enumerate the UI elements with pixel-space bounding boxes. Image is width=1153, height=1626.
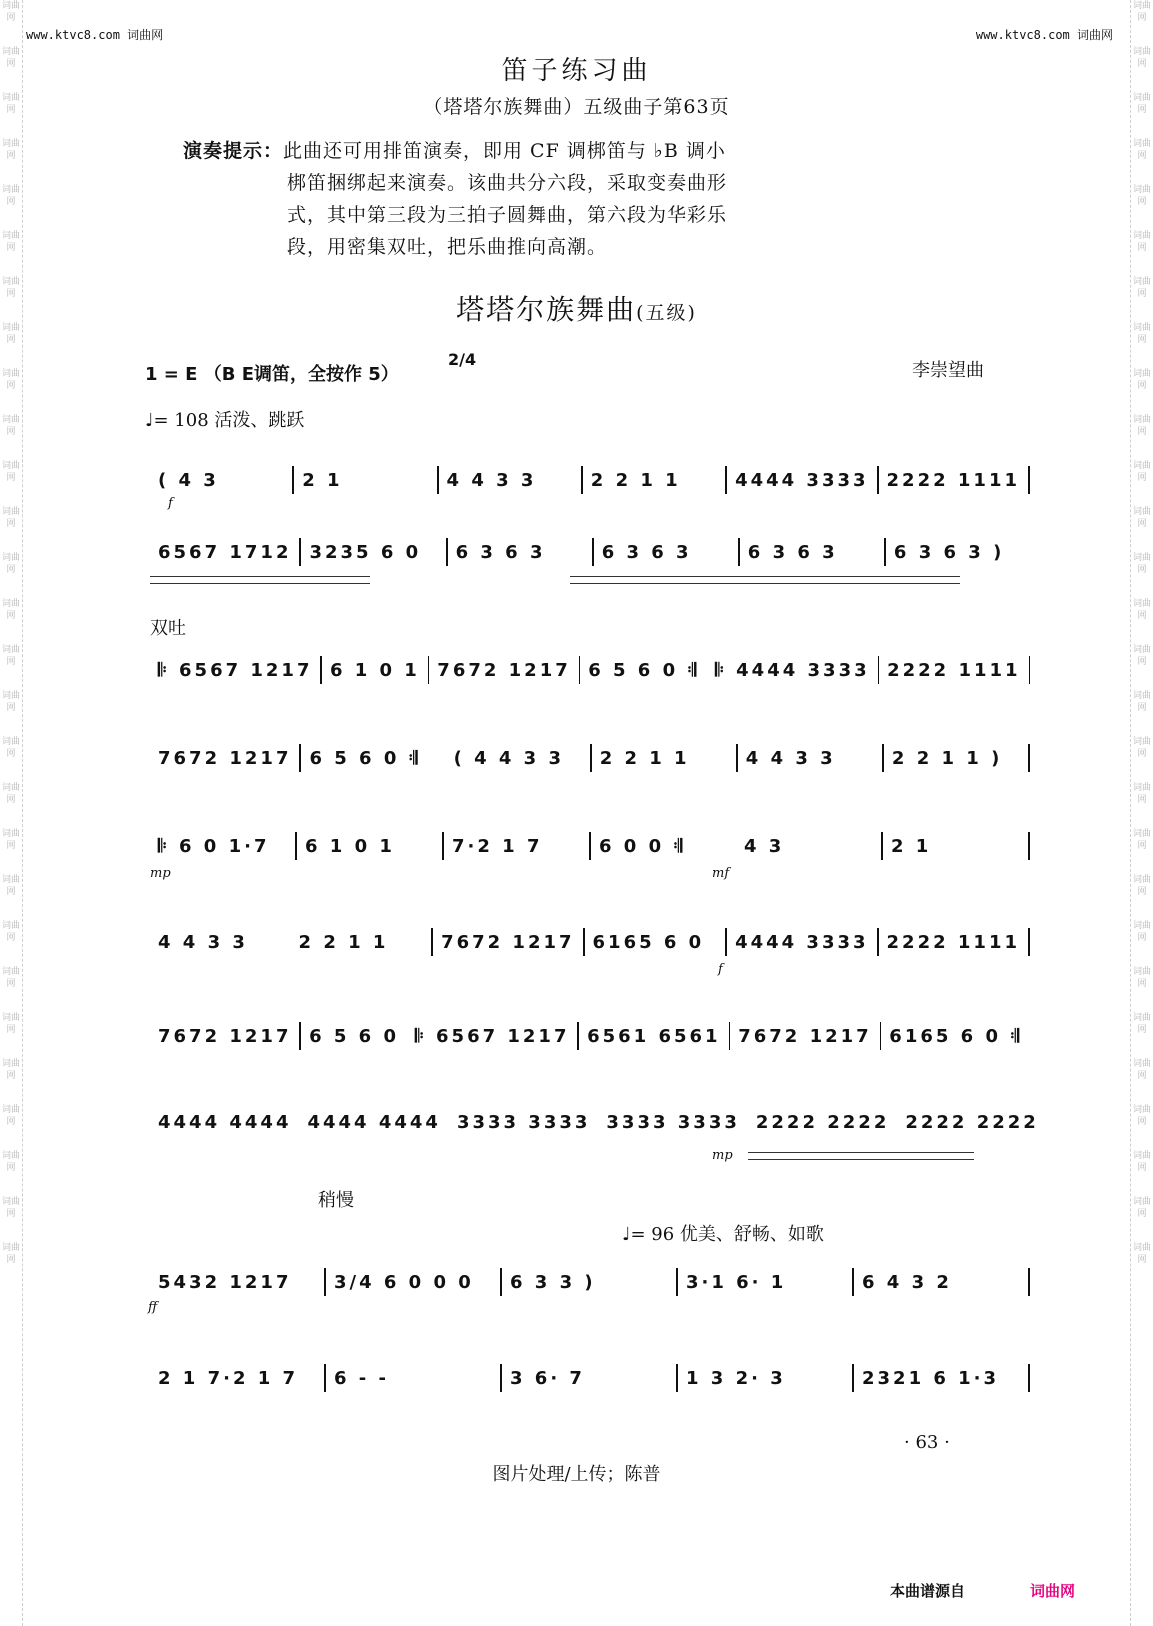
strip-text: 词曲网 bbox=[1132, 1197, 1151, 1219]
strip-text: 词曲网 bbox=[1132, 599, 1151, 621]
tip-line-4: 段，用密集双吐，把乐曲推向高潮。 bbox=[287, 236, 608, 258]
measure: 7672 1217 bbox=[441, 931, 575, 953]
strip-text: 词曲网 bbox=[1132, 553, 1151, 575]
strip-text: 词曲网 bbox=[1, 1059, 20, 1081]
strip-text: 词曲网 bbox=[1, 967, 20, 989]
strip-text: 词曲网 bbox=[1, 783, 20, 805]
measure: 4444 4444 bbox=[307, 1111, 441, 1133]
strip-text: 词曲网 bbox=[1, 1243, 20, 1265]
strip-text: 词曲网 bbox=[1, 1105, 20, 1127]
measure: 7672 1217 bbox=[437, 659, 571, 681]
strip-text: 词曲网 bbox=[1, 553, 20, 575]
measure: 6 5 6 0 𝄇 bbox=[309, 747, 421, 769]
piece-title: 塔塔尔族舞曲 bbox=[456, 293, 637, 326]
measure: 4444 4444 bbox=[158, 1111, 292, 1133]
upload-credit: 图片处理/上传；陈普 bbox=[492, 1464, 661, 1485]
barline bbox=[1028, 466, 1030, 494]
strip-text: 词曲网 bbox=[1, 47, 20, 69]
strip-text: 词曲网 bbox=[1132, 47, 1151, 69]
time-signature: 2/4 bbox=[448, 350, 477, 369]
tip-line-1 bbox=[183, 135, 783, 167]
strip-text: 词曲网 bbox=[1132, 829, 1151, 851]
strip-text: 词曲网 bbox=[1, 415, 20, 437]
measure: 2 1 7·2 1 7 bbox=[158, 1367, 299, 1389]
measure: 6 1 0 1 bbox=[305, 835, 395, 857]
source-label: 本曲谱源自 bbox=[890, 1582, 966, 1600]
strip-text: 词曲网 bbox=[1132, 1151, 1151, 1173]
dynamic-f-2: f bbox=[718, 962, 723, 977]
strip-text: 词曲网 bbox=[1132, 1243, 1151, 1265]
strip-text: 词曲网 bbox=[1, 645, 20, 667]
page-title: 笛子练习曲 bbox=[501, 56, 652, 86]
strip-text: 词曲网 bbox=[1, 737, 20, 759]
strip-text: 词曲网 bbox=[1132, 369, 1151, 391]
strip-text: 词曲网 bbox=[1132, 93, 1151, 115]
dynamic-mp-2: mp bbox=[712, 1148, 733, 1163]
measure: 2 2 1 1 bbox=[298, 931, 389, 953]
measure: 6 3 3 ) bbox=[510, 1271, 596, 1293]
strip-text: 词曲网 bbox=[1132, 875, 1151, 897]
tip-label: 演奏提示： bbox=[183, 140, 284, 162]
barline bbox=[1028, 928, 1030, 956]
measure: 6 0 0 𝄇 bbox=[599, 835, 686, 857]
measure: 2222 2222 bbox=[755, 1111, 890, 1133]
page-subtitle: （塔塔尔族舞曲）五级曲子第63页 bbox=[423, 96, 730, 118]
measure: 2222 1111 bbox=[886, 469, 1020, 491]
measure: 6 3 6 3 bbox=[747, 541, 838, 563]
strip-text: 词曲网 bbox=[1132, 645, 1151, 667]
piece-title-wrap bbox=[0, 288, 1153, 328]
strip-text: 词曲网 bbox=[1, 1197, 20, 1219]
strip-text: 词曲网 bbox=[1, 829, 20, 851]
measure: ( 4 4 3 3 bbox=[453, 747, 564, 769]
piece-level: (五级) bbox=[636, 302, 697, 324]
crescendo-hairpin-2 bbox=[748, 1152, 974, 1160]
measure: 2 2 1 1 bbox=[599, 747, 690, 769]
measure: 6 3 6 3 bbox=[455, 541, 546, 563]
strip-text: 词曲网 bbox=[1132, 967, 1151, 989]
key-signature: 1 = E （B E调笛，全按作 5） bbox=[145, 364, 399, 385]
measure: 6 5 6 0 bbox=[309, 1025, 399, 1047]
barline bbox=[1028, 1268, 1030, 1296]
measure: 6165 6 0 𝄇 bbox=[889, 1025, 1022, 1047]
measure: 6567 1712 bbox=[158, 541, 292, 563]
strip-text: 词曲网 bbox=[1, 1, 20, 23]
measure: 6 5 6 0 𝄇 bbox=[588, 659, 700, 681]
measure: 3/4 6 0 0 0 bbox=[334, 1271, 474, 1293]
staff-row-10 bbox=[150, 1356, 1030, 1400]
measure: 2 2 1 1 ) bbox=[891, 747, 1003, 769]
strip-text: 词曲网 bbox=[1132, 185, 1151, 207]
strip-text: 词曲网 bbox=[1, 231, 20, 253]
measure: 3333 3333 bbox=[606, 1111, 740, 1133]
decrescendo-hairpin bbox=[570, 576, 960, 584]
composer: 李崇望曲 bbox=[912, 360, 984, 381]
measure: 2 1 bbox=[302, 469, 343, 491]
barline bbox=[1028, 1364, 1030, 1392]
measure: 3 6· 7 bbox=[510, 1367, 585, 1389]
right-watermark-strip bbox=[1130, 0, 1153, 1626]
strip-text: 词曲网 bbox=[1132, 231, 1151, 253]
site-link-left[interactable]: www.ktvc8.com 词曲网 bbox=[26, 28, 164, 42]
strip-text: 词曲网 bbox=[1132, 737, 1151, 759]
measure: 3235 6 0 bbox=[309, 541, 422, 563]
strip-text: 词曲网 bbox=[1132, 783, 1151, 805]
source-site-link[interactable]: 词曲网 bbox=[1030, 1582, 1076, 1600]
dynamic-ff: ff bbox=[148, 1300, 158, 1315]
measure: 𝄆 6567 1217 bbox=[415, 1025, 570, 1047]
staff-row-7 bbox=[150, 1014, 1030, 1058]
strip-text: 词曲网 bbox=[1, 921, 20, 943]
site-link-right[interactable]: www.ktvc8.com 词曲网 bbox=[975, 28, 1113, 42]
strip-text: 词曲网 bbox=[1, 369, 20, 391]
measure: 1 3 2· 3 bbox=[686, 1367, 786, 1389]
measure: 𝄆 4444 3333 bbox=[715, 659, 870, 681]
staff-row-6 bbox=[150, 920, 1030, 964]
measure: 6 4 3 2 bbox=[862, 1271, 952, 1293]
strip-text: 词曲网 bbox=[1, 875, 20, 897]
tempo-marking-1: ♩= 108 活泼、跳跃 bbox=[145, 410, 305, 431]
performance-tip bbox=[183, 135, 783, 263]
measure: ( 4 3 bbox=[158, 469, 219, 491]
measure: 2222 1111 bbox=[887, 659, 1021, 681]
page-number: · 63 · bbox=[904, 1432, 950, 1453]
measure: 6 - - bbox=[334, 1367, 389, 1389]
strip-text: 词曲网 bbox=[1132, 921, 1151, 943]
left-watermark-strip bbox=[0, 0, 23, 1626]
staff-row-2 bbox=[150, 530, 1030, 574]
barline bbox=[1028, 832, 1030, 860]
measure: 3·1 6· 1 bbox=[686, 1271, 787, 1293]
measure: 2222 2222 bbox=[905, 1111, 1039, 1133]
strip-text: 词曲网 bbox=[1, 93, 20, 115]
crescendo-hairpin bbox=[150, 576, 370, 584]
staff-row-3 bbox=[150, 648, 1030, 692]
measure: 𝄆 6567 1217 bbox=[158, 659, 313, 681]
strip-text: 词曲网 bbox=[1, 139, 20, 161]
staff-row-4 bbox=[150, 736, 1030, 780]
measure: 4 4 3 3 bbox=[446, 469, 537, 491]
strip-text: 词曲网 bbox=[1132, 1, 1151, 23]
strip-text: 词曲网 bbox=[1, 277, 20, 299]
dynamic-mp: mp bbox=[150, 866, 171, 881]
tip-line-2: 梆笛捆绑起来演奏。该曲共分六段，采取变奏曲形 bbox=[287, 172, 728, 194]
strip-text: 词曲网 bbox=[1132, 1105, 1151, 1127]
measure: 7672 1217 bbox=[158, 747, 292, 769]
measure: 4 3 bbox=[744, 835, 785, 857]
measure: 6 3 6 3 ) bbox=[893, 541, 1005, 563]
measure: 6561 6561 bbox=[587, 1025, 721, 1047]
measure: 2222 1111 bbox=[886, 931, 1020, 953]
measure: 6 3 6 3 bbox=[601, 541, 692, 563]
staff-row-5 bbox=[150, 824, 1030, 868]
strip-text: 词曲网 bbox=[1132, 691, 1151, 713]
staff-row-8 bbox=[150, 1100, 1039, 1144]
measure: 2 1 bbox=[891, 835, 932, 857]
technique-label: 双吐 bbox=[150, 618, 186, 639]
measure: 2321 6 1·3 bbox=[862, 1367, 1000, 1389]
strip-text: 词曲网 bbox=[1132, 507, 1151, 529]
strip-text: 词曲网 bbox=[1, 1151, 20, 1173]
staff-row-9 bbox=[150, 1260, 1030, 1304]
strip-text: 词曲网 bbox=[1132, 415, 1151, 437]
measure: 2 2 1 1 bbox=[590, 469, 681, 491]
measure: 3333 3333 bbox=[456, 1111, 591, 1133]
dynamic-f: f bbox=[168, 496, 173, 511]
measure: 4444 3333 bbox=[735, 469, 869, 491]
measure: 5432 1217 bbox=[158, 1271, 292, 1293]
measure: 7672 1217 bbox=[738, 1025, 872, 1047]
measure: 4 4 3 3 bbox=[745, 747, 836, 769]
tip-line-3: 式，其中第三段为三拍子圆舞曲，第六段为华彩乐 bbox=[287, 204, 728, 226]
tip-text: 此曲还可用排笛演奏，即用 CF 调梆笛与 ♭B 调小 bbox=[283, 140, 726, 162]
tempo-slow-label: 稍慢 bbox=[318, 1190, 354, 1211]
strip-text: 词曲网 bbox=[1, 1013, 20, 1035]
strip-text: 词曲网 bbox=[1, 691, 20, 713]
strip-text: 词曲网 bbox=[1, 323, 20, 345]
strip-text: 词曲网 bbox=[1, 185, 20, 207]
strip-text: 词曲网 bbox=[1132, 139, 1151, 161]
strip-text: 词曲网 bbox=[1132, 1013, 1151, 1035]
tempo-marking-2: ♩= 96 优美、舒畅、如歌 bbox=[622, 1224, 824, 1245]
measure: 6 1 0 1 bbox=[329, 659, 420, 681]
strip-text: 词曲网 bbox=[1132, 461, 1151, 483]
measure: 𝄆 6 0 1·7 bbox=[158, 835, 270, 857]
measure: 4 4 3 3 bbox=[158, 931, 248, 953]
dynamic-mf: mf bbox=[712, 866, 730, 881]
strip-text: 词曲网 bbox=[1132, 277, 1151, 299]
barline bbox=[1028, 744, 1030, 772]
measure: 4444 3333 bbox=[735, 931, 869, 953]
strip-text: 词曲网 bbox=[1132, 323, 1151, 345]
measure: 7·2 1 7 bbox=[452, 835, 543, 857]
measure: 6165 6 0 bbox=[592, 931, 705, 953]
strip-text: 词曲网 bbox=[1, 461, 20, 483]
strip-text: 词曲网 bbox=[1, 599, 20, 621]
measure: 7672 1217 bbox=[158, 1025, 292, 1047]
strip-text: 词曲网 bbox=[1, 507, 20, 529]
staff-row-1 bbox=[150, 458, 1030, 502]
barline bbox=[1029, 656, 1030, 684]
strip-text: 词曲网 bbox=[1132, 1059, 1151, 1081]
